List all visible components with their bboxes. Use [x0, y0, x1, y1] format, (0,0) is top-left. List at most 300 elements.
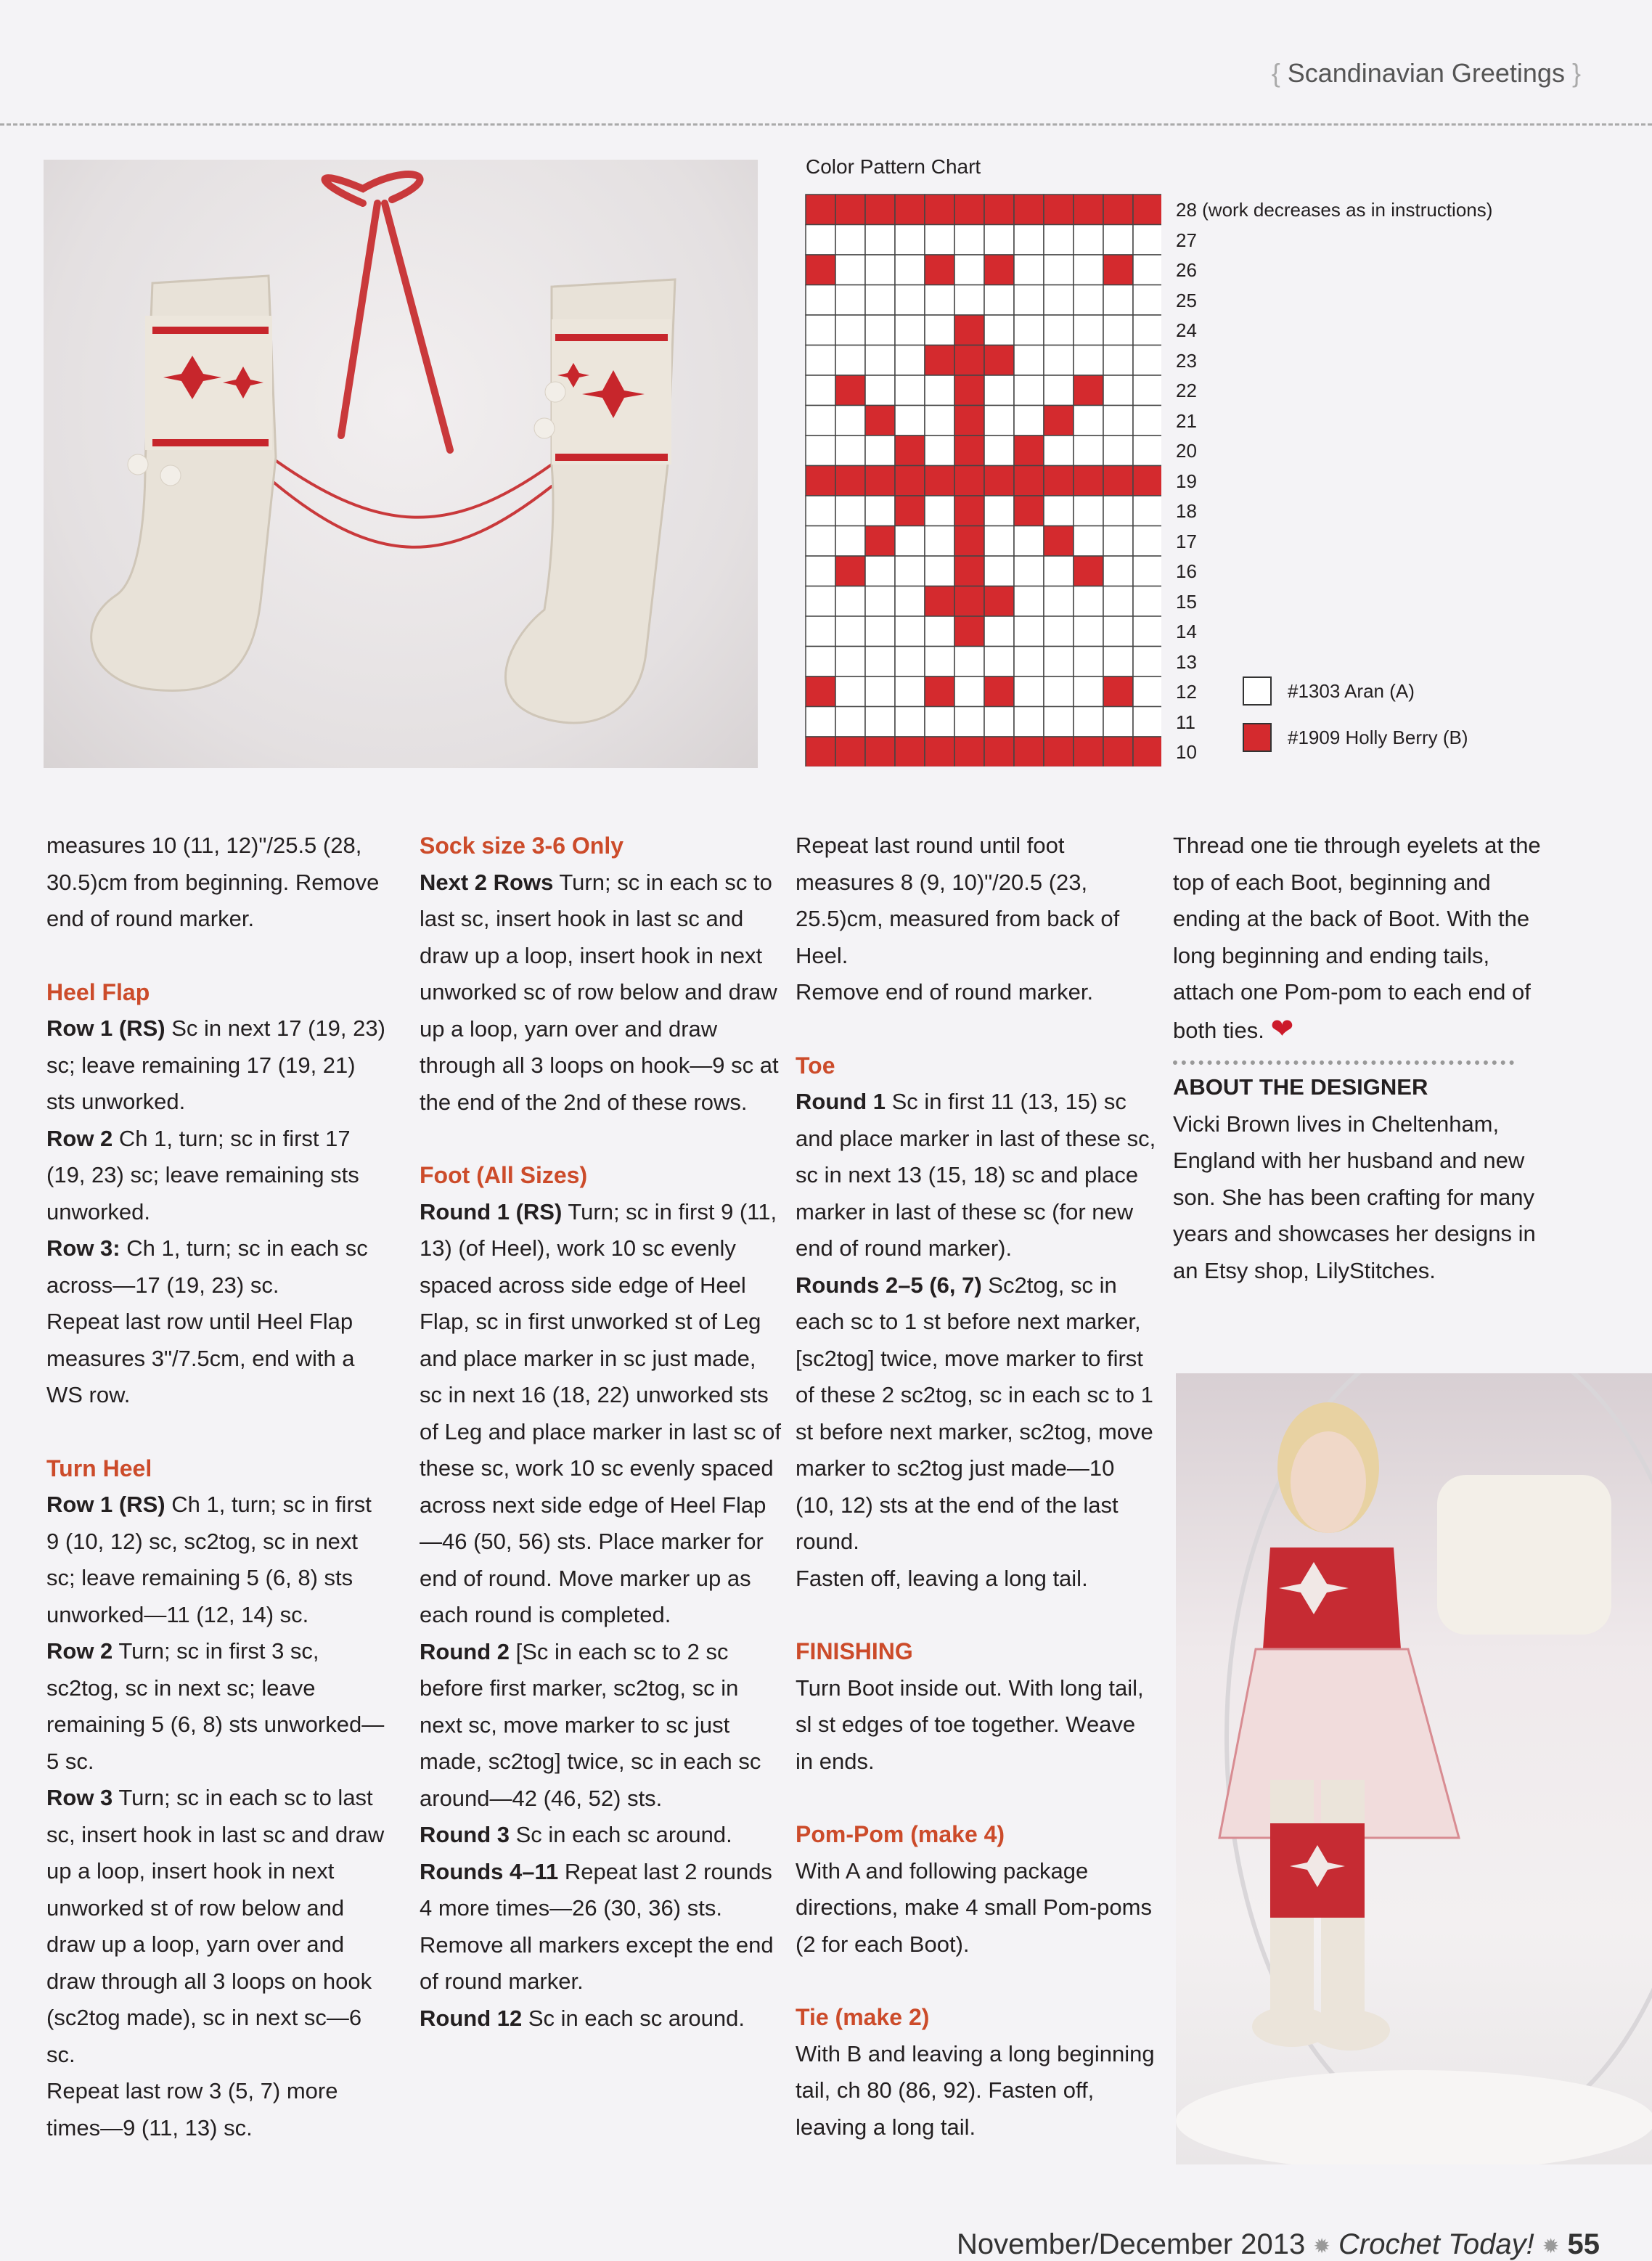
chart-cell: [954, 616, 984, 647]
chart-cell: [895, 556, 925, 586]
chart-cell: [1014, 225, 1044, 255]
chart-cell: [1014, 647, 1044, 677]
designer-heading: ABOUT THE DESIGNER: [1173, 1074, 1428, 1100]
chart-cell: [835, 466, 865, 496]
chart-row-label: 26: [1176, 259, 1197, 281]
heel-flap-repeat: Repeat last row until Heel Flap measures 3"/7.5cm, end with a WS row.: [46, 1309, 355, 1407]
chart-cell: [1103, 375, 1133, 406]
chart-cell: [954, 466, 984, 496]
chart-row-label: 23: [1176, 349, 1197, 372]
chart-cell: [1103, 436, 1133, 466]
chart-cell: [1103, 225, 1133, 255]
chart-cell: [1103, 315, 1133, 346]
pompom-text: With A and following package directions, make 4 small Pom-poms (2 for each Boot).: [796, 1857, 1152, 1957]
chart-cell: [984, 255, 1014, 285]
chart-cell: [865, 496, 895, 526]
chart-row-label: 12: [1176, 681, 1197, 703]
chart-cell: [865, 285, 895, 316]
chart-cell: [925, 676, 954, 707]
finishing-text: Turn Boot inside out. With long tail, sl st edges of toe together. Weave in ends.: [796, 1675, 1144, 1774]
legend-item: [1243, 723, 1468, 752]
chart-cell: [1074, 526, 1103, 557]
chart-title: Color Pattern Chart: [806, 155, 981, 178]
chart-cell: [806, 315, 835, 346]
chart-cell: [1103, 647, 1133, 677]
instructions-column-4: [1173, 827, 1550, 1289]
chart-cell: [1014, 315, 1044, 346]
chart-cell: [1074, 616, 1103, 647]
designer-divider: [1173, 1060, 1514, 1065]
chart-row-label: 19: [1176, 470, 1197, 492]
chart-cell: [984, 616, 1014, 647]
chart-cell: [984, 195, 1014, 225]
chart-cell: [835, 707, 865, 737]
chart-cell: [835, 586, 865, 617]
chart-row-label: 10: [1176, 741, 1197, 763]
chart-cell: [984, 496, 1014, 526]
toe-rounds-2-5: Rounds 2–5 (6, 7) Sc2tog, sc in each sc to 1 st before next marker, [sc2tog] twice, move marker to first of these 2 sc2tog, sc in each sc to 1 st before next marker, sc2tog, move marker to sc2tog just made—10 (10, 12) sts at the end of the last round.: [796, 1272, 1153, 1554]
foot-round-12: Round 12 Sc in each sc around.: [420, 2005, 745, 2031]
toe-round-1: Round 1 Sc in first 11 (13, 15) sc and place marker in last of these sc, sc in next 13 (15, 18) sc and place marker in last of these sc (for new end of round marker).: [796, 1089, 1156, 1261]
chart-cell: [925, 436, 954, 466]
foot-remove-markers: Remove all markers except the end of round marker.: [420, 1931, 774, 1994]
chart-cell: [806, 586, 835, 617]
heel-flap-heading: Heel Flap: [46, 978, 150, 1005]
chart-cell: [835, 616, 865, 647]
chart-cell: [806, 195, 835, 225]
chart-cell: [835, 647, 865, 677]
chart-cell: [1044, 436, 1074, 466]
chart-row-label: 24: [1176, 319, 1197, 341]
legend-swatch: [1243, 723, 1272, 752]
chart-cell: [895, 707, 925, 737]
chart-cell: [1014, 436, 1044, 466]
chart-cell: [1103, 707, 1133, 737]
chart-cell: [865, 225, 895, 255]
chart-cell: [954, 647, 984, 677]
chart-cell: [925, 255, 954, 285]
chart-cell: [1014, 676, 1044, 707]
chart-cell: [1133, 707, 1161, 737]
chart-cell: [1044, 195, 1074, 225]
chart-cell: [895, 406, 925, 436]
chart-cell: [1103, 285, 1133, 316]
chart-cell: [1103, 496, 1133, 526]
finishing-heading: FINISHING: [796, 1638, 913, 1664]
chart-cell: [1133, 436, 1161, 466]
turn-heel-row-2: Row 2 Turn; sc in first 3 sc, sc2tog, sc in next sc; leave remaining 5 (6, 8) sts unworked—5 sc.: [46, 1638, 385, 1774]
model-photo: [1176, 1373, 1652, 2164]
chart-cell: [1014, 496, 1044, 526]
chart-cell: [895, 315, 925, 346]
legend-swatch: [1243, 676, 1272, 706]
chart-cell: [984, 647, 1014, 677]
chart-cell: [895, 586, 925, 617]
chart-cell: [1074, 315, 1103, 346]
chart-cell: [895, 647, 925, 677]
chart-cell: [954, 707, 984, 737]
pompom-heading: Pom-Pom (make 4): [796, 1821, 1005, 1847]
chart-cell: [835, 375, 865, 406]
chart-cell: [865, 526, 895, 557]
heel-flap-row-2: Row 2 Ch 1, turn; sc in first 17 (19, 23) sc; leave remaining sts unworked.: [46, 1125, 359, 1224]
chart-cell: [1133, 315, 1161, 346]
chart-cell: [1103, 255, 1133, 285]
chart-cell: [865, 375, 895, 406]
chart-cell: [984, 346, 1014, 376]
foot-remove-marker: Remove end of round marker.: [796, 979, 1094, 1005]
chart-cell: [1044, 375, 1074, 406]
chart-cell: [1133, 676, 1161, 707]
chart-cell: [865, 586, 895, 617]
chart-cell: [835, 676, 865, 707]
chart-cell: [925, 285, 954, 316]
chart-cell: [865, 676, 895, 707]
heel-flap-row-3: Row 3: Ch 1, turn; sc in each sc across—17 (19, 23) sc.: [46, 1235, 368, 1298]
chart-cell: [984, 526, 1014, 557]
chart-cell: [954, 676, 984, 707]
chart-cell: [1044, 466, 1074, 496]
chart-cell: [954, 285, 984, 316]
chart-cell: [1133, 616, 1161, 647]
chart-cell: [1044, 647, 1074, 677]
page-number: 55: [1567, 2228, 1600, 2260]
turn-heel-row-1: Row 1 (RS) Ch 1, turn; sc in first 9 (10, 12) sc, sc2tog, sc in next sc; leave remaining 5 (6, 8) sts unworked—11 (12, 14) sc.: [46, 1492, 372, 1627]
heart-icon: ❤: [1270, 1013, 1294, 1044]
toe-fasten-off: Fasten off, leaving a long tail.: [796, 1565, 1088, 1591]
chart-cell: [1074, 737, 1103, 766]
chart-cell: [925, 375, 954, 406]
chart-cell: [895, 737, 925, 766]
chart-cell: [1103, 195, 1133, 225]
chart-cell: [835, 346, 865, 376]
chart-cell: [925, 526, 954, 557]
chart-cell: [984, 556, 1014, 586]
chart-cell: [895, 346, 925, 376]
chart-cell: [984, 436, 1014, 466]
chart-cell: [1103, 676, 1133, 707]
chart-cell: [1103, 466, 1133, 496]
chart-cell: [1014, 466, 1044, 496]
turn-heel-row-3: Row 3 Turn; sc in each sc to last sc, insert hook in last sc and draw up a loop, insert hook in next unworked st of row below and draw up a loop, yarn over and draw through all 3 loops on hook (sc2tog made), sc in next sc—6 sc.: [46, 1785, 385, 2067]
chart-cell: [1044, 496, 1074, 526]
chart-cell: [835, 737, 865, 766]
chart-cell: [984, 285, 1014, 316]
chart-cell: [1074, 346, 1103, 376]
chart-cell: [806, 496, 835, 526]
chart-cell: [1014, 346, 1044, 376]
legend-label: #1909 Holly Berry (B): [1288, 726, 1468, 748]
chart-cell: [806, 647, 835, 677]
chart-row-label: 22: [1176, 380, 1197, 401]
chart-cell: [1103, 406, 1133, 436]
chart-cell: [1044, 586, 1074, 617]
chart-row-label: 13: [1176, 650, 1197, 673]
chart-cell: [925, 406, 954, 436]
chart-cell: [1014, 556, 1044, 586]
chart-cell: [1014, 737, 1044, 766]
chart-cell: [1074, 195, 1103, 225]
chart-cell: [1074, 225, 1103, 255]
chart-cell: [806, 676, 835, 707]
chart-cell: [1014, 586, 1044, 617]
chart-cell: [954, 195, 984, 225]
chart-cell: [1044, 707, 1074, 737]
header-divider: [0, 123, 1652, 126]
chart-cell: [954, 436, 984, 466]
chart-cell: [925, 466, 954, 496]
chart-row-label: 18: [1176, 500, 1197, 522]
chart-cell: [1074, 647, 1103, 677]
chart-cell: [1014, 707, 1044, 737]
chart-cell: [1103, 556, 1133, 586]
chart-cell: [1074, 496, 1103, 526]
chart-cell: [1133, 285, 1161, 316]
chart-cell: [1103, 526, 1133, 557]
chart-cell: [895, 436, 925, 466]
chart-cell: [1044, 285, 1074, 316]
chart-cell: [925, 616, 954, 647]
chart-cell: [806, 737, 835, 766]
chart-cell: [806, 436, 835, 466]
chart-cell: [984, 406, 1014, 436]
chart-cell: [895, 496, 925, 526]
chart-cell: [1014, 195, 1044, 225]
turn-heel-repeat: Repeat last row 3 (5, 7) more times—9 (11, 13) sc.: [46, 2078, 338, 2141]
chart-row-label: 16: [1176, 560, 1197, 582]
chart-cell: [1014, 375, 1044, 406]
toe-heading: Toe: [796, 1052, 835, 1079]
chart-cell: [895, 526, 925, 557]
chart-cell: [1074, 375, 1103, 406]
chart-cell: [1133, 406, 1161, 436]
chart-cell: [1074, 466, 1103, 496]
chart-cell: [1044, 346, 1074, 376]
instructions-column-3: [796, 827, 1158, 2146]
chart-cell: [835, 285, 865, 316]
chart-cell: [984, 737, 1014, 766]
legend-label: #1303 Aran (A): [1288, 679, 1415, 702]
chart-cell: [1074, 285, 1103, 316]
instructions-column-1: [46, 827, 388, 2146]
chart-cell: [1044, 315, 1074, 346]
chart-cell: [806, 255, 835, 285]
chart-cell: [806, 616, 835, 647]
chart-cell: [925, 586, 954, 617]
chart-cell: [984, 676, 1014, 707]
foot-repeat-text: Repeat last round until foot measures 8 (9, 10)"/20.5 (23, 25.5)cm, measured from back of Heel.: [796, 833, 1120, 968]
chart-cell: [954, 526, 984, 557]
section-title: { Scandinavian Greetings }: [1271, 58, 1581, 88]
chart-cell: [984, 225, 1014, 255]
chart-row-label: 25: [1176, 289, 1197, 311]
chart-cell: [1044, 526, 1074, 557]
chart-cell: [925, 647, 954, 677]
chart-cell: [925, 556, 954, 586]
tie-heading: Tie (make 2): [796, 2004, 930, 2030]
chart-cell: [984, 707, 1014, 737]
chart-cell: [835, 496, 865, 526]
chart-cell: [1103, 616, 1133, 647]
chart-cell: [954, 586, 984, 617]
chart-cell: [865, 406, 895, 436]
chart-cell: [895, 466, 925, 496]
foot-round-2: Round 2 [Sc in each sc to 2 sc before first marker, sc2tog, sc in next sc, move marker to sc just made, sc2tog] twice, sc in each sc around—42 (46, 52) sts.: [420, 1638, 761, 1811]
chart-cell: [895, 225, 925, 255]
chart-cell: [865, 556, 895, 586]
chart-cell: [1074, 707, 1103, 737]
chart-cell: [1103, 346, 1133, 376]
chart-cell: [865, 707, 895, 737]
chart-cell: [865, 466, 895, 496]
chart-cell: [835, 406, 865, 436]
chart-cell: [954, 375, 984, 406]
chart-cell: [835, 556, 865, 586]
chart-cell: [1044, 676, 1074, 707]
chart-cell: [1044, 406, 1074, 436]
instructions-column-2: [420, 827, 782, 2037]
chart-cell: [1133, 496, 1161, 526]
chart-cell: [835, 195, 865, 225]
chart-cell: [1133, 225, 1161, 255]
separator-icon: ✹: [1542, 2234, 1560, 2257]
chart-row-label: 15: [1176, 590, 1197, 613]
leg-continued-text: measures 10 (11, 12)"/25.5 (28, 30.5)cm from beginning. Remove end of round marker.: [46, 833, 380, 931]
chart-cell: [954, 737, 984, 766]
foot-rounds-4-11: Rounds 4–11 Repeat last 2 rounds 4 more times—26 (30, 36) sts.: [420, 1858, 772, 1921]
tie-text: With B and leaving a long beginning tail, ch 80 (86, 92). Fasten off, leaving a long tail.: [796, 2040, 1155, 2140]
chart-row-label: 28 (work decreases as in instructions): [1176, 199, 1493, 221]
magazine-name: Crochet Today!: [1338, 2228, 1534, 2260]
chart-cell: [806, 406, 835, 436]
chart-cell: [1044, 225, 1074, 255]
chart-cell: [954, 315, 984, 346]
chart-row-label: 21: [1176, 409, 1197, 432]
foot-round-3: Round 3 Sc in each sc around.: [420, 1822, 732, 1847]
stockings-photo: [44, 160, 758, 768]
chart-row-label: 11: [1176, 711, 1195, 733]
sock-size-heading: Sock size 3-6 Only: [420, 833, 624, 859]
chart-cell: [984, 586, 1014, 617]
chart-cell: [954, 556, 984, 586]
chart-row-label: 27: [1176, 229, 1197, 251]
chart-cell: [1133, 375, 1161, 406]
chart-cell: [1133, 195, 1161, 225]
chart-cell: [1074, 255, 1103, 285]
chart-cell: [806, 375, 835, 406]
color-pattern-chart: [804, 193, 1161, 766]
chart-cell: [954, 496, 984, 526]
chart-cell: [895, 676, 925, 707]
chart-cell: [835, 436, 865, 466]
chart-cell: [865, 315, 895, 346]
legend-item: [1243, 676, 1415, 706]
chart-cell: [806, 707, 835, 737]
chart-cell: [865, 346, 895, 376]
chart-cell: [806, 466, 835, 496]
chart-cell: [1014, 526, 1044, 557]
chart-cell: [806, 346, 835, 376]
chart-cell: [835, 526, 865, 557]
chart-cell: [865, 737, 895, 766]
chart-cell: [925, 346, 954, 376]
chart-cell: [1133, 526, 1161, 557]
chart-cell: [1133, 255, 1161, 285]
chart-cell: [1074, 556, 1103, 586]
chart-cell: [806, 556, 835, 586]
chart-cell: [1133, 586, 1161, 617]
chart-cell: [925, 225, 954, 255]
chart-cell: [1014, 406, 1044, 436]
chart-cell: [865, 647, 895, 677]
left-stocking: [91, 276, 276, 690]
turn-heel-heading: Turn Heel: [46, 1455, 152, 1481]
chart-cell: [954, 406, 984, 436]
chart-cell: [1133, 466, 1161, 496]
chart-cell: [1074, 586, 1103, 617]
chart-cell: [1074, 436, 1103, 466]
chart-cell: [1044, 737, 1074, 766]
chart-cell: [1044, 616, 1074, 647]
chart-cell: [1014, 285, 1044, 316]
chart-cell: [1133, 346, 1161, 376]
page-footer: [957, 2228, 1600, 2261]
chart-cell: [1014, 616, 1044, 647]
chart-cell: [835, 315, 865, 346]
chart-cell: [1103, 586, 1133, 617]
chart-cell: [984, 315, 1014, 346]
chart-cell: [865, 616, 895, 647]
chart-cell: [954, 346, 984, 376]
chart-cell: [895, 195, 925, 225]
chart-cell: [895, 375, 925, 406]
chart-cell: [925, 496, 954, 526]
chart-cell: [1074, 406, 1103, 436]
chart-row-label: 17: [1176, 530, 1197, 552]
chart-cell: [895, 616, 925, 647]
issue-date: November/December 2013: [957, 2228, 1306, 2260]
chart-cell: [806, 526, 835, 557]
chart-cell: [1133, 737, 1161, 766]
chart-cell: [984, 466, 1014, 496]
chart-cell: [1103, 737, 1133, 766]
chart-cell: [865, 255, 895, 285]
chart-cell: [806, 225, 835, 255]
chart-cell: [1133, 647, 1161, 677]
chart-cell: [806, 285, 835, 316]
chart-cell: [925, 195, 954, 225]
chart-cell: [865, 436, 895, 466]
heel-flap-row-1: Row 1 (RS) Sc in next 17 (19, 23) sc; leave remaining 17 (19, 21) sts unworked.: [46, 1015, 385, 1114]
chart-cell: [925, 707, 954, 737]
chart-cell: [925, 315, 954, 346]
chart-cell: [1074, 676, 1103, 707]
chart-cell: [1044, 255, 1074, 285]
foot-round-1: Round 1 (RS) Turn; sc in first 9 (11, 13) (of Heel), work 10 sc evenly spaced across side edge of Heel Flap, sc in first unworked st of Leg and place marker in sc just made, sc in next 16 (18, 22) unworked sts of Leg and place marker in last sc of these sc, work 10 sc evenly spaced across next side edge of Heel Flap—46 (50, 56) sts. Place marker for end of round. Move marker up as each round is completed.: [420, 1198, 781, 1627]
chart-cell: [865, 195, 895, 225]
chart-cell: [925, 737, 954, 766]
chart-cell: [835, 225, 865, 255]
designer-bio: Vicki Brown lives in Cheltenham, England with her husband and new son. She has been crafting for many years and showcases her designs in an Etsy shop, LilyStitches.: [1173, 1111, 1536, 1283]
ties-text: Thread one tie through eyelets at the top of each Boot, beginning and ending at the back of Boot. With the long beginning and ending tails, attach one Pom-pom to each end of both ties. ❤: [1173, 833, 1541, 1044]
chart-cell: [895, 255, 925, 285]
chart-row-label: 14: [1176, 621, 1197, 642]
next-2-rows: Next 2 Rows Turn; sc in each sc to last sc, insert hook in last sc and draw up a loop, insert hook in next unworked sc of row below and draw up a loop, yarn over and draw through all 3 loops on hook—9 sc at the end of the 2nd of these rows.: [420, 869, 779, 1115]
separator-icon: ✹: [1313, 2234, 1330, 2257]
chart-cell: [984, 375, 1014, 406]
chart-cell: [1133, 556, 1161, 586]
chart-cell: [954, 255, 984, 285]
